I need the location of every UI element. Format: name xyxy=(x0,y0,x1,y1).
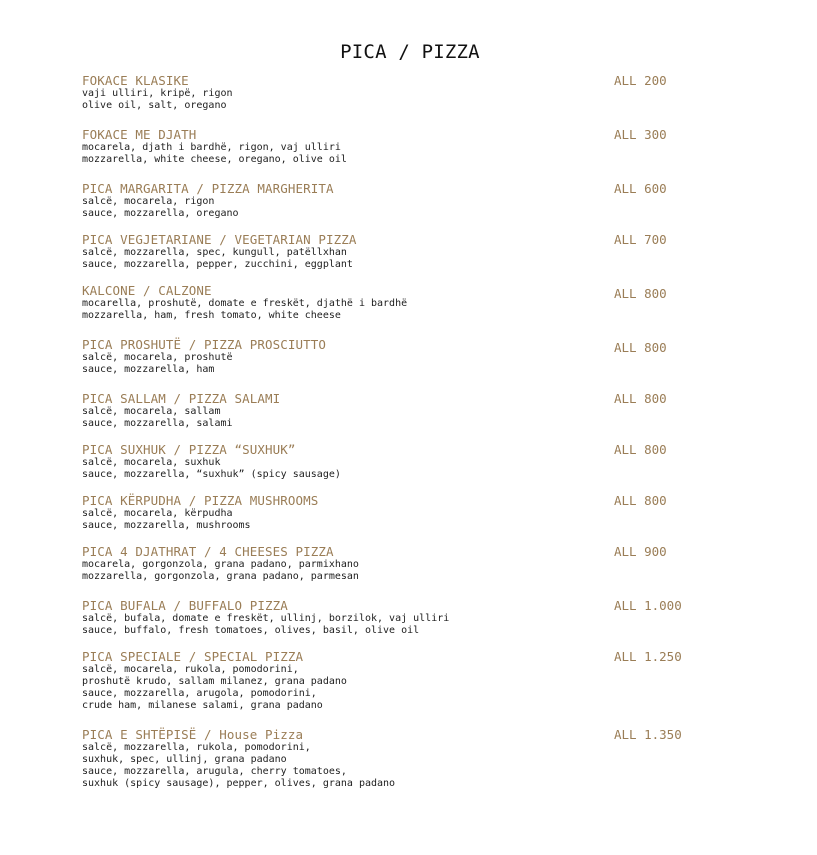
menu-item xyxy=(82,74,782,112)
item-price: ALL 600 xyxy=(614,181,667,196)
item-description-english: crude ham, milanese salami, grana padano xyxy=(82,700,323,711)
item-description-english: mozzarella, gorgonzola, grana padano, parmesan xyxy=(82,571,359,582)
item-description-albanian: mocarela, gorgonzola, grana padano, parmixhano xyxy=(82,559,359,570)
item-description-albanian: salcë, mozzarella, rukola, pomodorini, xyxy=(82,742,311,753)
item-description-albanian: salcë, mocarela, rigon xyxy=(82,196,215,207)
item-price: ALL 900 xyxy=(614,544,667,559)
item-name: PICA PROSHUTË / PIZZA PROSCIUTTO xyxy=(82,337,327,352)
menu-item xyxy=(82,338,782,376)
item-name: PICA BUFALA / BUFFALO PIZZA xyxy=(82,598,288,613)
item-name: PICA SALLAM / PIZZA SALAMI xyxy=(82,391,281,406)
item-description-english: sauce, mozzarella, oregano xyxy=(82,208,239,219)
item-description-english: sauce, buffalo, fresh tomatoes, olives, basil, olive oil xyxy=(82,625,420,636)
menu-item xyxy=(82,443,782,481)
item-description-english: mozzarella, white cheese, oregano, olive oil xyxy=(82,154,347,165)
item-description-english: mozzarella, ham, fresh tomato, white cheese xyxy=(82,310,341,321)
item-description-albanian: salcë, mozzarella, spec, kungull, patëllxhan xyxy=(82,247,347,258)
item-description-albanian: salcë, mocarela, proshutë xyxy=(82,352,233,363)
item-name: PICA SPECIALE / SPECIAL PIZZA xyxy=(82,649,304,664)
item-price: ALL 800 xyxy=(614,442,667,457)
page-title: PICA / PIZZA xyxy=(340,41,480,63)
menu-item xyxy=(82,182,782,220)
item-description-english: sauce, mozzarella, mushrooms xyxy=(82,520,251,531)
item-name: KALCONE / CALZONE xyxy=(82,283,212,298)
item-description-english: olive oil, salt, oregano xyxy=(82,100,227,111)
item-name: PICA E SHTËPISË / House Pizza xyxy=(82,727,304,742)
item-description-albanian: mocarela, djath i bardhë, rigon, vaj ulliri xyxy=(82,142,341,153)
menu-item xyxy=(82,128,782,166)
menu-item xyxy=(82,494,782,532)
item-description-albanian: salcë, mocarela, rukola, pomodorini, xyxy=(82,664,299,675)
item-price: ALL 700 xyxy=(614,232,667,247)
item-name: FOKACE ME DJATH xyxy=(82,127,197,142)
item-name: FOKACE KLASIKE xyxy=(82,73,189,88)
item-price: ALL 300 xyxy=(614,127,667,142)
menu-item xyxy=(82,545,782,583)
item-description-albanian: salcë, bufala, domate e freskët, ullinj, borzilok, vaj ulliri xyxy=(82,613,450,624)
menu-item xyxy=(82,650,782,712)
item-name: PICA KËRPUDHA / PIZZA MUSHROOMS xyxy=(82,493,319,508)
item-price: ALL 200 xyxy=(614,73,667,88)
menu-item xyxy=(82,728,782,790)
item-description-english: sauce, mozzarella, arugola, pomodorini, xyxy=(82,688,317,699)
menu-item xyxy=(82,284,782,322)
item-price: ALL 1.250 xyxy=(614,649,682,664)
item-description-albanian: salcë, mocarela, suxhuk xyxy=(82,457,221,468)
item-price: ALL 800 xyxy=(614,286,667,301)
item-price: ALL 1.350 xyxy=(614,727,682,742)
menu-item xyxy=(82,599,782,637)
item-description-albanian: proshutë krudo, sallam milanez, grana padano xyxy=(82,676,347,687)
item-description-albanian: suxhuk, spec, ullinj, grana padano xyxy=(82,754,287,765)
item-description-english: sauce, mozzarella, ham xyxy=(82,364,215,375)
menu-item xyxy=(82,233,782,271)
item-name: PICA SUXHUK / PIZZA “SUXHUK” xyxy=(82,442,296,457)
item-description-english: sauce, mozzarella, salami xyxy=(82,418,233,429)
item-description-albanian: salcë, mocarela, kërpudha xyxy=(82,508,233,519)
item-price: ALL 800 xyxy=(614,391,667,406)
item-price: ALL 800 xyxy=(614,340,667,355)
item-name: PICA 4 DJATHRAT / 4 CHEESES PIZZA xyxy=(82,544,334,559)
item-price: ALL 1.000 xyxy=(614,598,682,613)
item-description-albanian: mocarella, proshutë, domate e freskët, djathë i bardhë xyxy=(82,298,408,309)
item-description-english: sauce, mozzarella, pepper, zucchini, eggplant xyxy=(82,259,353,270)
item-description-english: suxhuk (spicy sausage), pepper, olives, grana padano xyxy=(82,778,396,789)
item-description-albanian: salcë, mocarela, sallam xyxy=(82,406,221,417)
item-description-albanian: vaji ulliri, kripë, rigon xyxy=(82,88,233,99)
menu-item xyxy=(82,392,782,430)
item-description-english: sauce, mozzarella, arugula, cherry tomatoes, xyxy=(82,766,347,777)
item-description-english: sauce, mozzarella, “suxhuk” (spicy sausage) xyxy=(82,469,341,480)
item-name: PICA MARGARITA / PIZZA MARGHERITA xyxy=(82,181,334,196)
item-price: ALL 800 xyxy=(614,493,667,508)
item-name: PICA VEGJETARIANE / VEGETARIAN PIZZA xyxy=(82,232,357,247)
